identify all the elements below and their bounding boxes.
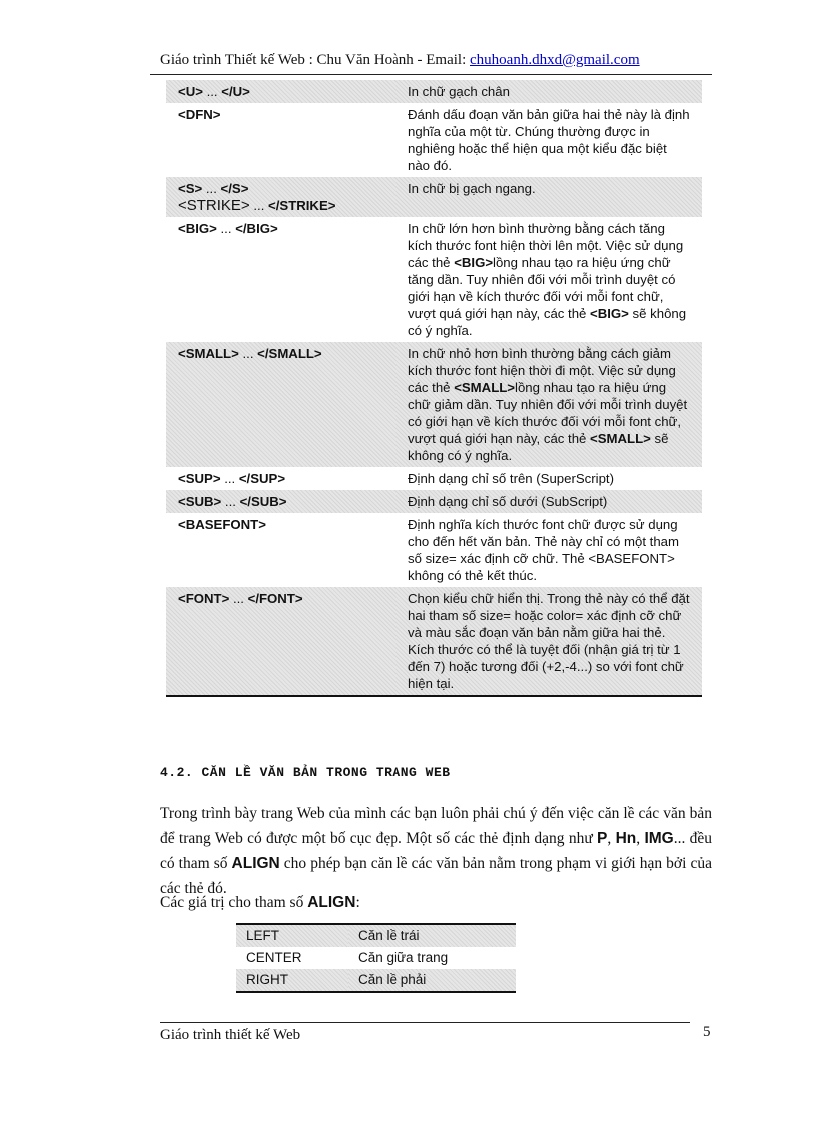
align-key: CENTER (246, 950, 302, 965)
param-align: ALIGN (307, 894, 356, 911)
desc-cell: Định nghĩa kích thước font chữ được sử dụng cho đến hết văn bản. Thẻ này chỉ có một tham số size= xác định cỡ chữ. Thẻ <BASEFONT> không có thẻ kết thúc. (408, 517, 680, 583)
table-row (166, 467, 702, 490)
align-values-table (236, 923, 516, 993)
align-value: Căn giữa trang (358, 950, 449, 965)
tags-table (166, 80, 702, 697)
tag-cell: <DFN> (178, 107, 221, 122)
tag-cell: <SUB> ... </SUB> (166, 490, 396, 513)
align-value: Căn lề trái (348, 924, 516, 947)
table-row (236, 947, 516, 969)
page-number: 5 (703, 1024, 711, 1040)
table-row (166, 103, 702, 177)
table-row (166, 513, 702, 587)
tag-cell: <U> ... </U> (166, 80, 396, 103)
tag-cell: <S> ... </S> <STRIKE> ... </STRIKE> (166, 177, 396, 217)
desc-cell: In chữ gạch chân (396, 80, 702, 103)
table-row (166, 490, 702, 513)
desc-cell: In chữ lớn hơn bình thường bằng cách tăng kích thước font hiện thời lên một. Việc sử dụng các thẻ <BIG>lồng nhau tạo ra hiệu ứng chữ tăng dần. Tuy nhiên đối với mỗi trình duyệt có giới hạn về kích thước đối với mỗi font chữ, vượt quá giới hạn này, các thẻ <BIG> sẽ không có ý nghĩa. (408, 221, 687, 338)
tag-cell: <SUP> ... </SUP> (178, 471, 286, 486)
table-row (166, 177, 702, 217)
table-row (166, 217, 702, 342)
tag-img: IMG (644, 830, 674, 847)
align-key: RIGHT (236, 969, 348, 992)
align-key: LEFT (236, 924, 348, 947)
table-row (236, 924, 516, 947)
desc-cell: In chữ nhỏ hơn bình thường bằng cách giảm kích thước font hiện thời đi một. Việc sử dụng các thẻ <SMALL>lồng nhau tạo ra hiệu ứng chữ giảm dần. Tuy nhiên đối với mỗi trình duyệt có giới hạn về kích thước đối với mỗi font chữ, vượt quá giới hạn này, các thẻ <SMALL> sẽ không có ý nghĩa. (396, 342, 702, 467)
page-header (160, 52, 712, 69)
table-row (166, 342, 702, 467)
align-value: Căn lề phải (348, 969, 516, 992)
table-row (166, 80, 702, 103)
desc-cell: Định dạng chỉ số trên (SuperScript) (408, 471, 614, 486)
email-link[interactable]: chuhoanh.dhxd@gmail.com (470, 52, 640, 68)
desc-cell: Chọn kiểu chữ hiển thị. Trong thẻ này có thể đặt hai tham số size= hoặc color= xác định cỡ chữ và màu sắc đoạn văn bản nằm giữa hai thẻ. Kích thước có thể là tuyệt đối (nhận giá trị từ 1 đến 7) hoặc tương đối (+2,-4...) so với font chữ hiện tại. (396, 587, 702, 696)
desc-cell: In chữ bị gạch ngang. (396, 177, 702, 217)
desc-cell: Định dạng chỉ số dưới (SubScript) (396, 490, 702, 513)
param-align: ALIGN (231, 855, 280, 872)
footer-text: Giáo trình thiết kế Web (160, 1027, 301, 1043)
tag-cell: <SMALL> ... </SMALL> (166, 342, 396, 467)
section-heading: 4.2. CĂN LỀ VĂN BẢN TRONG TRANG WEB (160, 765, 451, 780)
tag-p: P (597, 830, 608, 847)
header-divider (150, 74, 712, 75)
tag-hn: Hn (615, 830, 637, 847)
tag-cell: <BIG> ... </BIG> (178, 221, 278, 236)
header-title: Giáo trình Thiết kế Web : Chu Văn Hoành - Email: (160, 52, 470, 68)
table-row (166, 587, 702, 696)
desc-cell: Đánh dấu đoạn văn bản giữa hai thẻ này là định nghĩa của một từ. Chúng thường được in nghiêng hoặc thể hiện qua một kiểu đặc biệt nào đó. (408, 107, 690, 173)
table-row (236, 969, 516, 992)
tag-cell: <BASEFONT> (178, 517, 266, 532)
values-intro: Các giá trị cho tham số ALIGN: (160, 894, 360, 911)
body-paragraph: Trong trình bày trang Web của mình các bạn luôn phải chú ý đến việc căn lề các văn bản để trang Web có được một bố cục đẹp. Một số các thẻ định dạng như P, Hn, IMG... đều có tham số ALIGN cho phép bạn căn lề các văn bản nằm trong phạm vi giới hạn bởi của các thẻ đó. (160, 805, 713, 897)
tag-cell: <FONT> ... </FONT> (166, 587, 396, 696)
footer-divider (160, 1022, 690, 1023)
